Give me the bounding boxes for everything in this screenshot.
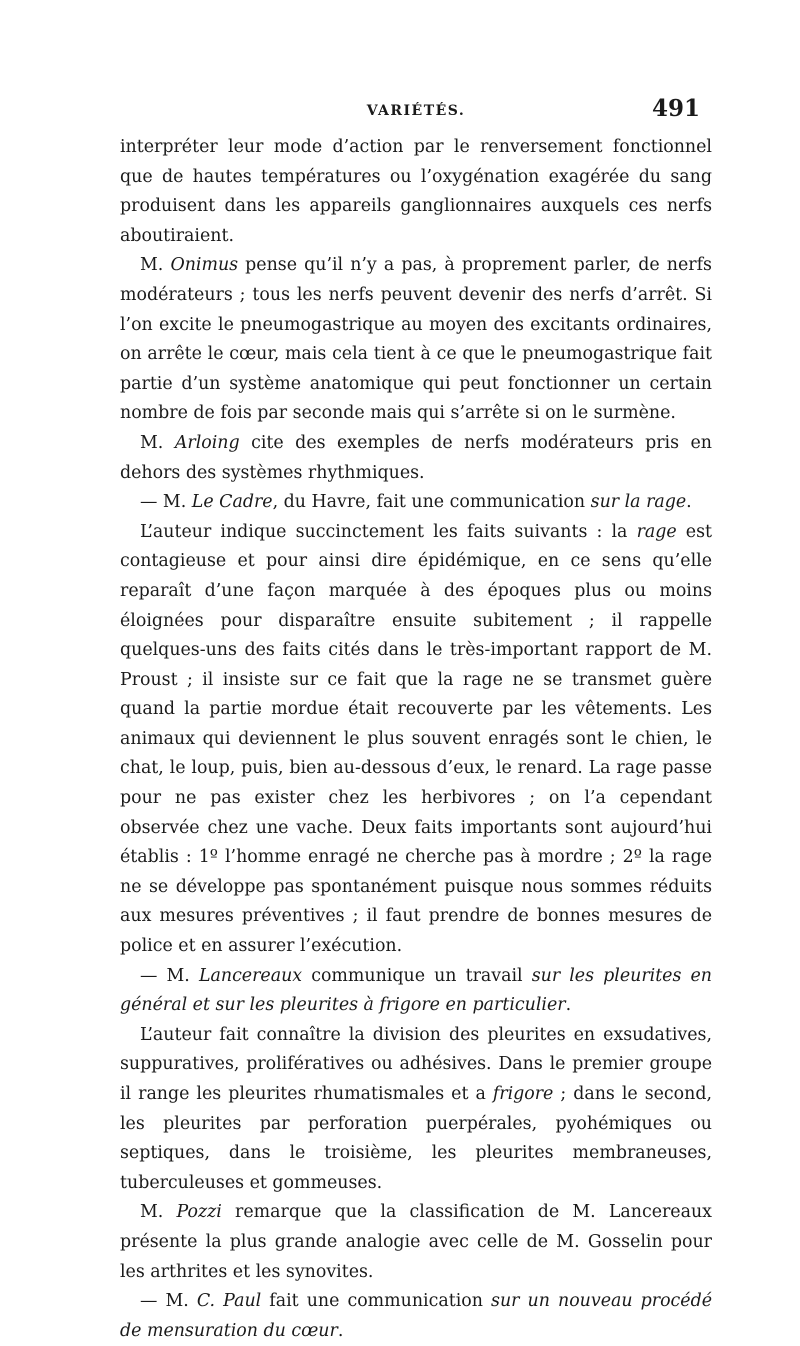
text-run: L’auteur fait connaître la division des pleurites en exsudatives, suppuratives, prolifératives ou adhésives. Dans le premier groupe il range les pleurites rhumatismales et a: [120, 1024, 712, 1104]
text-run: L’auteur indique succinctement les faits suivants : la: [140, 521, 637, 542]
text-run: M.: [140, 432, 175, 453]
italic-run: Le Cadre: [191, 492, 273, 513]
text-run: remarque que la classification de M. Lancereaux présente la plus grande analogie avec celle de M. Gosselin pour les arthrites et les synovites.: [120, 1202, 712, 1282]
paragraph-p6: [120, 962, 712, 1021]
text-run: fait une communication: [261, 1291, 492, 1312]
text-run: pense qu’il n’y a pas, à proprement parler, de nerfs modérateurs ; tous les nerfs peuvent devenir des nerfs d’arrêt. Si l’on excite le pneumogastrique au moyen des excitants ordinaires, on arrête le cœur, mais cela tient à ce que le pneumogastrique fait partie d’un système anatomique qui peut fonctionner un certain nombre de fois par seconde mais qui s’arrête si on le surmène.: [120, 255, 712, 424]
text-run: cite des exemples de nerfs modérateurs pris en dehors des systèmes rhythmiques.: [120, 432, 712, 483]
paragraph-p7: [120, 1021, 712, 1199]
italic-run: C. Paul: [196, 1291, 262, 1312]
italic-run: sur la rage: [590, 492, 687, 513]
italic-run: sur les pleurites en général et sur les pleurites à frigore en particulier: [120, 965, 713, 1016]
text-run: .: [565, 995, 572, 1016]
page-number: 491: [651, 95, 700, 122]
paragraph-p9: [120, 1287, 712, 1346]
paragraph-p8: [120, 1198, 712, 1287]
running-title: VARIÉTÉS.: [366, 103, 466, 119]
paragraph-p1: [120, 133, 712, 251]
text-run: M.: [140, 255, 171, 276]
italic-run: Onimus: [170, 255, 239, 276]
text-run: — M.: [140, 965, 199, 986]
text-run: — M.: [140, 492, 192, 513]
text-run: .: [337, 1320, 344, 1341]
italic-run: Pozzi: [176, 1202, 222, 1223]
paragraph-p2: [120, 251, 712, 429]
book-page: [120, 95, 712, 1346]
italic-run: Lancereaux: [198, 965, 303, 986]
text-run: M.: [140, 1202, 177, 1223]
text-run: est contagieuse et pour ainsi dire épidémique, en ce sens qu’elle reparaît d’une façon marquée à des époques plus ou moins éloignées pour disparaître ensuite subitement ; il rappelle quelques-uns des faits cités dans le très-important rapport de M. Proust ; il insiste sur ce fait que la rage ne se transmet guère quand la partie mordue était recouverte par les vêtements. Les animaux qui deviennent le plus souvent enragés sont le chien, le chat, le loup, puis, bien au-dessous d’eux, le renard. La rage passe pour ne pas exister chez les herbivores ; on l’a cependant observée chez une vache. Deux faits importants sont aujourd’hui établis : 1º l’homme enragé ne cherche pas à mordre ; 2º la rage ne se développe pas spontanément puisque nous sommes réduits aux mesures préventives ; il faut prendre de bonnes mesures de police et en assurer l’exécution.: [120, 521, 713, 957]
paragraph-p3: [120, 429, 712, 488]
italic-run: sur un nouveau procédé de mensuration du cœur: [120, 1291, 712, 1341]
paragraph-p4: [120, 488, 712, 518]
italic-run: Arloing: [174, 432, 240, 453]
text-run: communique un travail: [302, 965, 532, 986]
text-run: .: [686, 492, 692, 513]
paragraph-p5: [120, 518, 712, 962]
text-run: ; dans le second, les pleurites par perforation puerpérales, pyohémiques ou septiques, dans le troisième, les pleurites membraneuses, tuberculeuses et gommeuses.: [120, 1084, 712, 1193]
page-header: [120, 95, 712, 125]
text-run: , du Havre, fait une communication: [272, 492, 591, 513]
body-text: [120, 133, 712, 1346]
text-run: — M.: [140, 1291, 197, 1312]
italic-run: rage: [636, 521, 677, 542]
text-run: interpréter leur mode d’action par le renversement fonctionnel que de hautes températures ou l’oxygénation exagérée du sang produisent dans les appareils ganglionnaires auxquels ces nerfs aboutiraient.: [120, 137, 712, 246]
italic-run: frigore: [492, 1084, 554, 1104]
